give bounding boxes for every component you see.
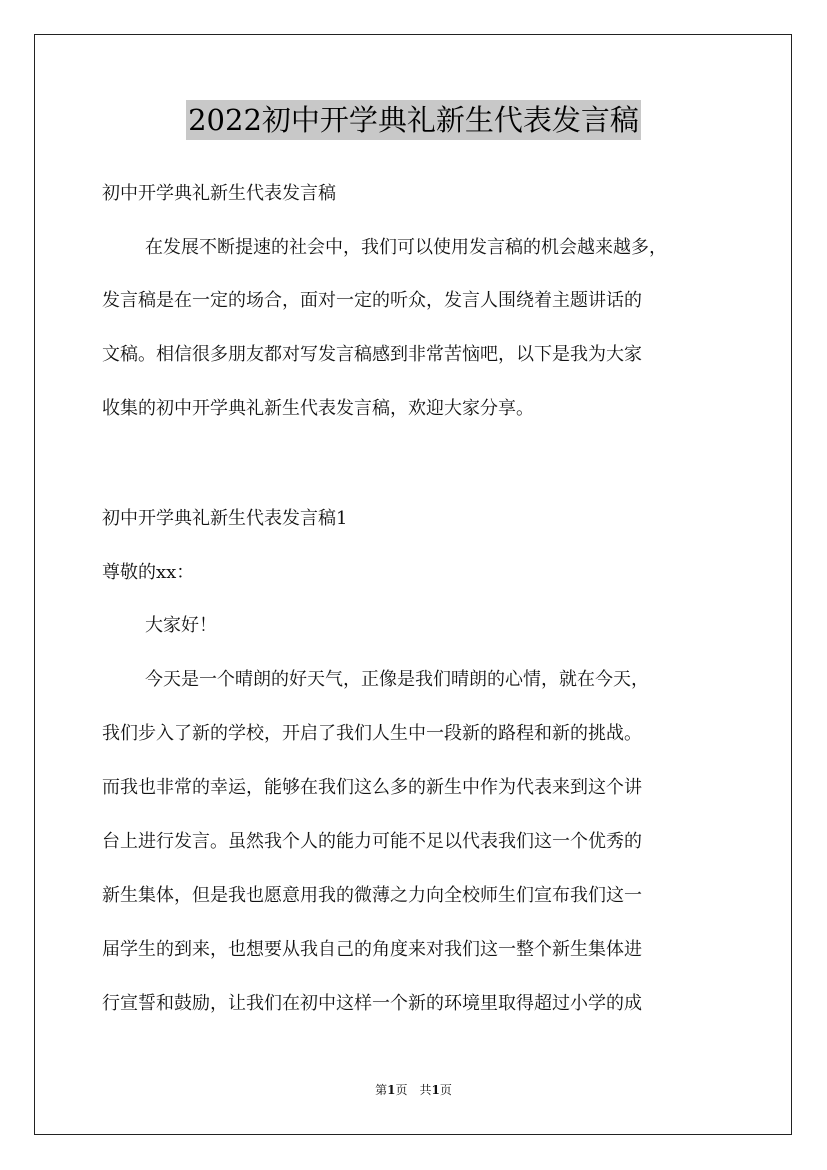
body-line: 而我也非常的幸运，能够在我们这么多的新生中作为代表来到这个讲 <box>102 777 642 798</box>
body-line: 我们步入了新的学校，开启了我们人生中一段新的路程和新的挑战。 <box>102 723 642 744</box>
intro-line: 文稿。相信很多朋友都对写发言稿感到非常苦恼吧，以下是我为大家 <box>102 344 642 365</box>
document-subtitle: 初中开学典礼新生代表发言稿 <box>102 183 336 204</box>
page-suffix: 页 <box>439 1083 452 1097</box>
page-current: 1 <box>387 1083 396 1097</box>
section-heading: 初中开学典礼新生代表发言稿1 <box>102 508 348 529</box>
page-mid: 页 共 <box>395 1083 432 1097</box>
body-line: 届学生的到来，也想要从我自己的角度来对我们这一整个新生集体进 <box>102 939 642 960</box>
body-line: 新生集体，但是我也愿意用我的微薄之力向全校师生们宣布我们这一 <box>102 885 642 906</box>
body-line: 台上进行发言。虽然我个人的能力可能不足以代表我们这一个优秀的 <box>102 831 642 852</box>
document-title: 2022初中开学典礼新生代表发言稿 <box>186 100 641 140</box>
greeting: 大家好！ <box>145 615 217 636</box>
body-line: 行宣誓和鼓励，让我们在初中这样一个新的环境里取得超过小学的成 <box>102 993 642 1014</box>
salutation: 尊敬的xx： <box>102 562 195 583</box>
page-total: 1 <box>431 1083 440 1097</box>
page-prefix: 第 <box>375 1083 388 1097</box>
intro-line: 在发展不断提速的社会中，我们可以使用发言稿的机会越来越多， <box>145 237 667 258</box>
intro-line: 收集的初中开学典礼新生代表发言稿，欢迎大家分享。 <box>102 398 534 419</box>
body-line: 今天是一个晴朗的好天气，正像是我们晴朗的心情，就在今天， <box>145 669 649 690</box>
title-block <box>0 100 827 140</box>
page-footer <box>0 1082 827 1098</box>
intro-line: 发言稿是在一定的场合，面对一定的听众，发言人围绕着主题讲话的 <box>102 290 642 311</box>
